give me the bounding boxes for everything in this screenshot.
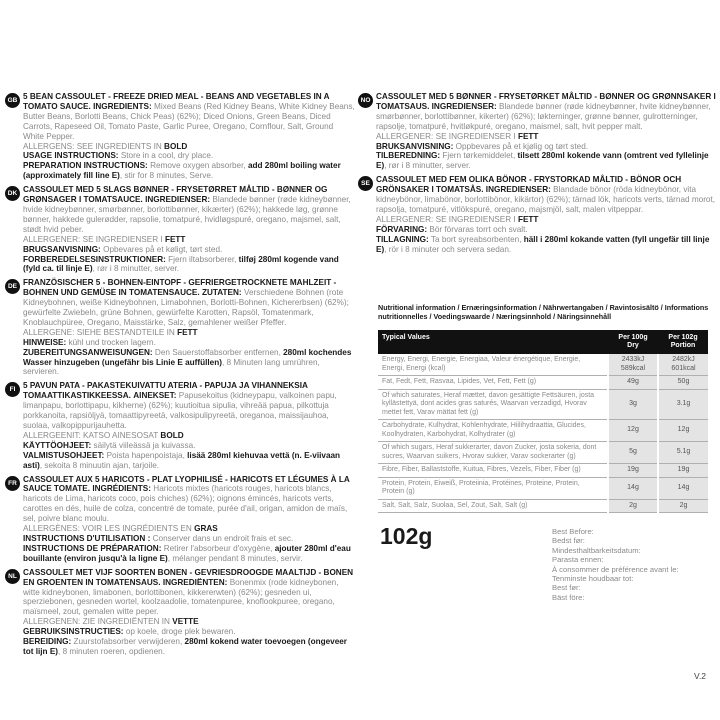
allergens-bold-word: BOLD <box>164 141 188 151</box>
ingredients-text: Blandede bønner (røde kidneybønner, hvide kidneybønner, smørbønner, borlottibønner, kikærter) (62%); hakkede løg, grønne bønner, hakkede gulerødder, rapsolie, tomatpuré, hvidløgspuré, oregano, majsmel, salt, stødt hvid peber. <box>23 195 351 234</box>
value-per-100g: 19g <box>608 464 658 478</box>
ingredients-text: Haricots mixtes (haricots rouges, haricots blancs, haricots de Lima, haricots coco, pois chiches) (62%); oignons émincés, haricots verts, carottes en dés, huile de colza, concentré de tomate, purée d'ail, origan, amidon de maïs, sel, poivre blanc moulu. <box>23 484 348 524</box>
language-badge: DE <box>5 279 20 294</box>
preparation-bold-instruction: 280ml kochendes Wasser hinzugeben (ungefähr bis Linie E auffüllen) <box>23 347 352 367</box>
best-before-line: Bäst före: <box>552 592 585 602</box>
section-title: 5 PAVUN PATA - PAKASTEKUIVATTU ATERIA - PAPUJA JA VIHANNEKSIA TOMAATTIKASTIKKEESSA. <box>23 381 308 401</box>
language-badge: FI <box>5 382 20 397</box>
language-section-de <box>5 278 355 377</box>
value-per-100g: 3g <box>608 389 658 420</box>
nutrition-row <box>378 464 708 478</box>
ingredients-text: Blandade bönor (röda kidneybönor, vita kidneybönor, limabönor, borlottibönor, kikärtor) (62%); tärnad lök, haricots verts, tärnad morot, rapsolja, tomatpuré, vitlökspuré, oregano, majsmjöl, salt, malen vitpeppar. <box>376 185 716 214</box>
nutrient-name: Carbohydrate, Kulhydrat, Kohlenhydrate, Hiilihydraattia, Glucides, Koolhydraten, Karbohydrat, Kolhydrater (g) <box>378 420 608 442</box>
preparation-text: Den Sauerstoffabsorber entfernen, <box>154 347 284 357</box>
section-title: FRANZÖSISCHER 5 - BOHNEN-EINTOPF - GEFRIERGETROCKNETE MAHLZEIT - BOHNEN UND GEMÜSE IN TOMATENSAUCE. <box>23 278 337 298</box>
allergens-text: ALLERGENE: SIEHE BESTANDTEILE IN <box>23 327 178 337</box>
preparation-bold-instruction: tilføj 280ml kogende vand (fyld ca. til linje E) <box>23 254 339 274</box>
section-text <box>23 92 355 181</box>
preparation-text: Fjern tørkemiddelet, <box>442 151 518 161</box>
section-title: CASSOULET MED FEM OLIKA BÖNOR - FRYSTORKAD MÅLTID - BÖNOR OCH GRÖNSAKER I TOMATSÅS. <box>376 175 682 195</box>
section-text <box>376 175 718 254</box>
best-before-line: Parasta ennen: <box>552 555 604 565</box>
language-badge: GB <box>5 93 20 108</box>
language-badge: NL <box>5 569 20 584</box>
usage-label: GEBRUIKSINSTRUCTIES: <box>23 627 124 637</box>
preparation-bold-instruction: häll i 280ml kokande vatten (fyll ungefär till linje E) <box>376 234 710 254</box>
preparation-bold-instruction: lisää 280ml kiehuvaa vettä (n. E-viivaan asti) <box>23 450 341 470</box>
nutrition-heading: Nutritional information / Ernæringsinformation / Nährwertangaben / Ravintosisältö / Informations nutritionnelles / Voedingswaarde / Næringsinnhold / Näringsinnehåll <box>378 303 709 321</box>
value-per-102g: 14g <box>658 477 708 499</box>
allergens-bold-word: FETT <box>177 327 198 337</box>
language-section-se <box>358 175 718 254</box>
net-weight: 102g <box>380 523 433 549</box>
language-badge: DK <box>5 186 20 201</box>
left-language-column <box>5 92 355 661</box>
section-title: CASSOULET MET VIJF SOORTEN BONEN - GEVRIESDROOGDE MAALTIJD - BONEN EN GROENTEN IN TOMATENSAUS. <box>23 567 354 587</box>
ingredients-label: INGREDIENSER: <box>145 195 211 205</box>
preparation-text-end: , 8 Minuten lang umrühren, servieren. <box>23 357 320 377</box>
section-text <box>23 185 355 274</box>
best-before-line: À consommer de préférence avant le: <box>552 564 679 574</box>
section-title: CASSOULET AUX 5 HARICOTS - PLAT LYOPHILISÉ - HARICOTS ET LÉGUMES À LA SAUCE TOMATE. <box>23 474 350 494</box>
language-section-dk <box>5 185 355 274</box>
usage-label: BRUGSANVISNING: <box>23 244 101 254</box>
language-section-nl <box>5 568 355 657</box>
allergens-text: ALLERGENEN: ZIE INGREDIËNTEN IN <box>23 617 173 627</box>
allergens-text: ALLERGENER: SE INGREDIENSER I <box>23 234 165 244</box>
preparation-text-end: , rør i 8 minutter, server. <box>384 161 471 171</box>
preparation-text: Remove oxygen absorber, <box>150 161 248 171</box>
preparation-label: VALMISTUSOHJEET: <box>23 450 105 460</box>
nutrition-row <box>378 354 708 376</box>
allergens-text: ALLERGENS: SEE INGREDIENTS IN <box>23 141 165 151</box>
allergens-bold-word: FETT <box>517 131 539 141</box>
preparation-text: Zuurstofabsorber verwijderen, <box>73 637 185 647</box>
value-per-102g: 2g <box>658 499 708 513</box>
usage-label: BRUKSANVISNING: <box>376 141 454 151</box>
ingredients-text: Verschiedene Bohnen (rote Kidneybohnen, weiße Kidneybohnen, Limabohnen, Borlotti-Bohnen, Kichererbsen) (62%); gewürfelte Zwiebeln, grüne Bohnen, gewürfelte Karotten, Rapsöl, Tomatenmark, Knoblauchpüree, Oregano, Maisstärke, Salz, gemahlener weißer Pfeffer. <box>23 288 349 327</box>
preparation-label: TILBEREDNING: <box>376 151 441 161</box>
value-per-100g: 49g <box>608 376 658 390</box>
typical-values-header: Typical Values <box>378 330 608 354</box>
nutrition-row <box>378 477 708 499</box>
ingredients-text: Mixed Beans (Red Kidney Beans, White Kidney Beans, Butter Beans, Borlotti Beans, Chick Peas) (62%); Diced Onions, Green Beans, Diced Carrots, Rapeseed Oil, Tomato Paste, Garlic Puree, Oregano, Cornflour, Salt, Ground White Pepper. <box>23 101 355 141</box>
nutrient-name: Of which saturates, Heraf mættet, davon gesättigte Fettsäuren, josta kyllästettyä, dont acides gras saturés, Waarvan verzadigd, Hvorav mettet fett, Varav mättat fett (g) <box>378 389 608 420</box>
preparation-text-end: , 8 minuten roeren, opdienen. <box>58 646 165 656</box>
allergens-bold-word: BOLD <box>160 430 184 440</box>
preparation-label: TILLAGNING: <box>376 234 429 244</box>
best-before-line: Bedst før: <box>552 536 585 546</box>
allergens-bold-word: FETT <box>164 234 186 244</box>
ingredients-label: ZUTATEN: <box>201 288 242 298</box>
version-label: V.2 <box>694 671 706 681</box>
per-100g-label: Per 100g <box>618 334 648 341</box>
preparation-text-end: , sekoita 8 minuutin ajan, tarjoile. <box>39 460 160 470</box>
preparation-text: Ta bort syreabsorbenten, <box>430 234 524 244</box>
best-before-line: Tenminste houdbaar tot: <box>552 574 634 584</box>
best-before-block <box>552 527 712 602</box>
best-before-line: Best før: <box>552 583 581 593</box>
preparation-label: FORBEREDELSESINSTRUKTIONER: <box>23 254 166 264</box>
usage-text: Oppbevares på et kjølig og tørt sted. <box>455 141 589 151</box>
nutrient-name: Fat, Fedt, Fett, Rasvaa, Lipides, Vet, Fett, Fett (g) <box>378 376 608 390</box>
nutrition-row <box>378 499 708 513</box>
usage-text: Conserver dans un endroit frais et sec. <box>152 533 294 543</box>
allergens-text: ALLERGEENIT: KATSO AINESOSAT <box>23 430 161 440</box>
per-100g-header <box>608 330 658 354</box>
value-per-100g: 2g <box>608 499 658 513</box>
value-per-100g: 2433kJ 589kcal <box>608 354 658 376</box>
allergens-bold-word: VETTE <box>172 617 199 627</box>
preparation-text-end: , rør i 8 minutter, server. <box>92 264 180 274</box>
nutrition-row <box>378 420 708 442</box>
ingredients-label: INGRÉDIENTS: <box>92 484 151 494</box>
allergens-text: ALLERGÈNES: VOIR LES INGRÉDIENTS EN <box>23 524 195 534</box>
dry-label: Dry <box>627 342 639 349</box>
ingredients-label: INGREDIENSER: <box>485 185 551 195</box>
preparation-bold-instruction: add 280ml boiling water (approximately fill line E) <box>23 161 341 181</box>
value-per-100g: 14g <box>608 477 658 499</box>
section-text <box>23 568 355 657</box>
best-before-line: Best Before: <box>552 527 594 536</box>
preparation-text: Poista hapenpoistaja, <box>106 450 188 460</box>
value-per-102g: 12g <box>658 420 708 442</box>
nutrition-row <box>378 376 708 390</box>
value-per-100g: 5g <box>608 442 658 464</box>
usage-text: Store in a cool, dry place. <box>120 151 214 161</box>
value-per-100g: 12g <box>608 420 658 442</box>
allergens-text: ALLERGENER: SE INGREDIENSER I <box>376 131 518 141</box>
nutrient-name: Fibre, Fiber, Ballaststoffe, Kuitua, Fibres, Vezels, Fiber, Fiber (g) <box>378 464 608 478</box>
preparation-text-end: , stir for 8 minutes, Serve. <box>119 171 214 181</box>
nutrition-table <box>378 330 708 513</box>
preparation-text-end: , rör i 8 minuter och servera sedan. <box>384 244 512 254</box>
ingredients-text: Papusekoitus (kidneypapu, valkoinen papu, limanpapu, borlottipapu, kikherne) (62%); kuutioitua sipulia, vihreää papua, pilkottuja porkkanoita, rapsiöljyä, tomaattipyreetä, valkosipulipyreetä, oreganoa, maissijauhoa, suolaa, valkopippurijauhetta. <box>23 391 337 430</box>
nutrition-header-row <box>378 330 708 354</box>
section-title: CASSOULET MED 5 BØNNER - FRYSETØRKET MÅLTID - BØNNER OG GRØNNSAKER I TOMATSAUS. <box>376 92 716 111</box>
usage-label: INSTRUCTIONS D'UTILISATION : <box>23 533 151 543</box>
language-section-fi <box>5 381 355 470</box>
usage-text: säilytä viileässä ja kuivassa. <box>93 440 196 450</box>
usage-label: KÄYTTÖOHJEET: <box>23 440 92 450</box>
per-102g-label: Per 102g <box>668 334 698 341</box>
ingredients-label: INGREDIENTS: <box>93 101 152 111</box>
nutrient-name: Of which sugars, Heraf sukkerarter, davon Zucker, josta sokeria, dont sucres, Waarvan suikers, Hvorav sukker, Varav sockerarter (g) <box>378 442 608 464</box>
usage-label: HINWEISE: <box>23 337 67 347</box>
nutrient-name: Protein, Protein, Eiweiß, Proteiinia, Protéines, Proteine, Protein, Protein (g) <box>378 477 608 499</box>
best-before-line: Mindesthaltbarkeitsdatum: <box>552 545 641 555</box>
section-title: CASSOULET MED 5 SLAGS BØNNER - FRYSETØRRET MÅLTID - BØNNER OG GRØNSAGER I TOMATSAUCE. <box>23 185 328 205</box>
value-per-102g: 3.1g <box>658 389 708 420</box>
allergens-bold-word: GRAS <box>194 524 218 534</box>
section-text <box>376 92 718 171</box>
per-102g-header <box>658 330 708 354</box>
language-section-no <box>358 92 718 171</box>
value-per-102g: 5.1g <box>658 442 708 464</box>
preparation-bold-instruction: ajouter 280ml d'eau bouillante (environ jusqu'à la ligne E) <box>23 543 351 563</box>
language-badge: SE <box>358 176 373 191</box>
preparation-label: BEREIDING: <box>23 637 72 647</box>
allergens-text: ALLERGENER: SE INGREDIENSER I <box>376 214 518 224</box>
ingredients-label: INGREDIËNTEN: <box>162 577 228 587</box>
preparation-label: PREPARATION INSTRUCTIONS: <box>23 161 148 171</box>
usage-text: Opbevares på et køligt, tørt sted. <box>103 244 223 254</box>
nutrient-name: Salt, Salt, Salz, Suolaa, Sel, Zout, Salt, Salt (g) <box>378 499 608 513</box>
preparation-text-end: , mélanger pendant 8 minutes, servir. <box>167 553 303 563</box>
usage-label: USAGE INSTRUCTIONS: <box>23 151 119 161</box>
right-language-column <box>358 92 718 259</box>
preparation-label: INSTRUCTIONS DE PRÉPARATION: <box>23 543 162 553</box>
ingredients-label: AINEKSET: <box>133 391 177 401</box>
preparation-bold-instruction: tilsett 280ml kokende vann (omtrent ved fyllelinje E) <box>376 151 709 171</box>
value-per-102g: 19g <box>658 464 708 478</box>
nutrition-row <box>378 442 708 464</box>
language-badge: NO <box>358 93 373 108</box>
usage-label: FÖRVARING: <box>376 224 428 234</box>
language-section-gb <box>5 92 355 181</box>
section-text <box>23 475 355 564</box>
ingredients-text: Bonenmix (rode kidneybonen, witte kidneybonen, limabonen, borlottibonen, kikkererwten) (62%); gesneden ui, sperziebonen, gesneden wortel, koolzaadolie, tomatenpuree, knoflookpuree, oregano, maïsmeel, zout, gemalen witte peper. <box>23 577 339 617</box>
language-section-fr <box>5 475 355 564</box>
preparation-label: ZUBEREITUNGSANWEISUNGEN: <box>23 347 153 357</box>
ingredients-text: Blandede bønner (røde kidneybønner, hvite kidneybønner, smørbønner, borlottibønner, kikerter) (62%); løkterninger, grønne bønner, gulrotterninger, rapsolje, tomatpuré, hvitløkpuré, oregano, maismel, salt, hvit pepper malt. <box>376 101 711 131</box>
section-text <box>23 278 355 377</box>
portion-label: Portion <box>670 342 696 349</box>
usage-text: op koele, droge plek bewaren. <box>125 627 236 637</box>
section-title: 5 BEAN CASSOULET - FREEZE DRIED MEAL - BEANS AND VEGETABLES IN A TOMATO SAUCE. <box>23 92 330 111</box>
allergens-bold-word: FETT <box>517 214 539 224</box>
usage-text: Bör förvaras torrt och svalt. <box>429 224 528 234</box>
value-per-102g: 50g <box>658 376 708 390</box>
ingredients-label: INGREDIENSER: <box>431 101 497 111</box>
value-per-102g: 2482kJ 601kcal <box>658 354 708 376</box>
nutrient-name: Energy, Energi, Energie, Energiaa, Valeur énergétique, Energie, Energi, Energi (kcal) <box>378 354 608 376</box>
preparation-text: Fjern iltabsorberer, <box>168 254 239 264</box>
preparation-text: Retirer l'absorbeur d'oxygène, <box>163 543 275 553</box>
nutrition-row <box>378 389 708 420</box>
usage-text: kühl und trocken lagern. <box>68 337 156 347</box>
preparation-bold-instruction: 280ml kokend water toevoegen (ongeveer tot lijn E) <box>23 637 347 656</box>
section-text <box>23 381 355 470</box>
language-badge: FR <box>5 476 20 491</box>
